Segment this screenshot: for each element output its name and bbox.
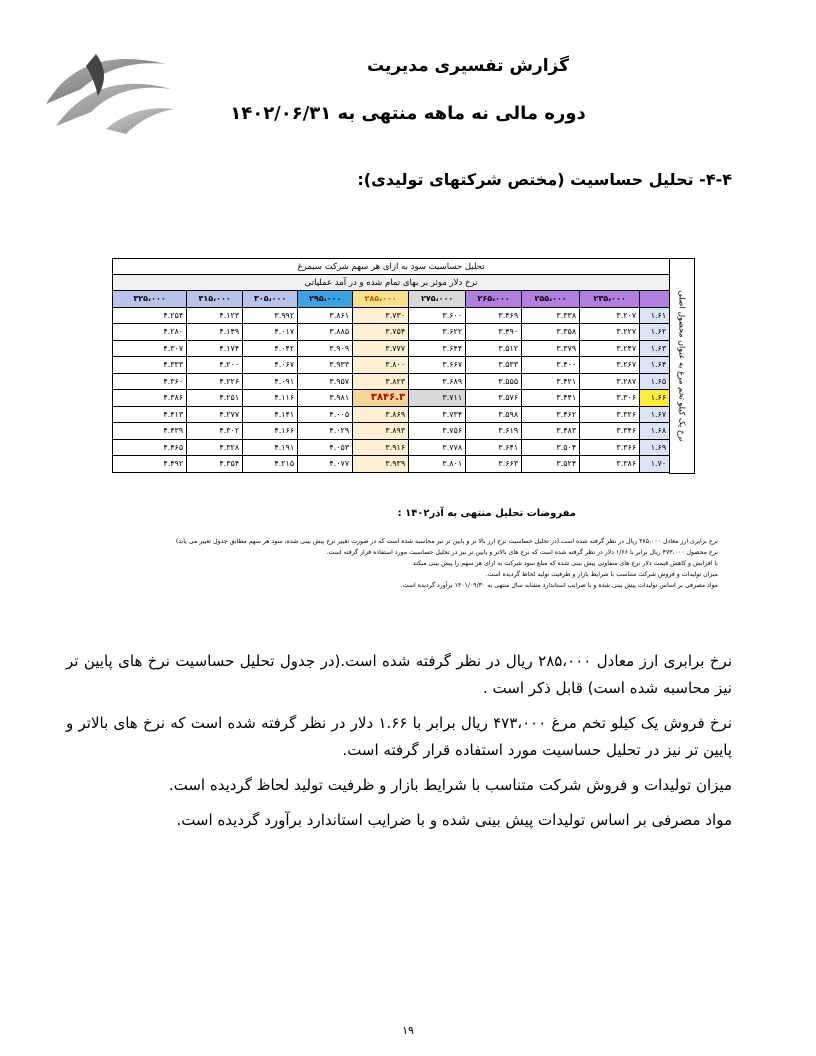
eps-cell: ۴.۰۵۳ bbox=[298, 439, 353, 456]
eps-cell: ۴.۳۸۶ bbox=[113, 390, 187, 407]
eps-cell: ۴.۲۲۶ bbox=[187, 373, 243, 390]
rate-header-row bbox=[113, 291, 670, 308]
price-cell: ۱.۶۷ bbox=[640, 406, 670, 423]
rate-header: ۲۹۵،۰۰۰ bbox=[298, 291, 353, 308]
eps-cell: ۳.۶۰۰ bbox=[409, 307, 466, 324]
eps-cell: ۳.۸۶۱ bbox=[298, 307, 353, 324]
eps-cell: ۴.۲۰۰ bbox=[187, 357, 243, 374]
eps-cell: ۳.۲۸۷ bbox=[580, 373, 640, 390]
eps-cell: ۳.۶۱۹ bbox=[466, 423, 522, 440]
eps-cell: ۳.۲۲۷ bbox=[580, 324, 640, 341]
table-row bbox=[113, 357, 670, 374]
eps-cell: ۳.۹۳۳ bbox=[298, 357, 353, 374]
eps-cell: ۳.۳۵۸ bbox=[522, 324, 580, 341]
eps-cell: ۳.۶۸۹ bbox=[409, 373, 466, 390]
eps-cell: ۳.۳۲۶ bbox=[580, 406, 640, 423]
eps-cell: ۴.۳۳۳ bbox=[113, 357, 187, 374]
eps-cell: ۳.۷۱۱ bbox=[409, 390, 466, 407]
eps-cell: ۳.۷۷۷ bbox=[353, 340, 409, 357]
eps-cell: ۳.۲۶۷ bbox=[580, 357, 640, 374]
eps-cell: ۳.۸۰۱ bbox=[409, 456, 466, 473]
rate-header: ۲۵۵،۰۰۰ bbox=[522, 291, 580, 308]
eps-cell: ۳.۲۴۷ bbox=[580, 340, 640, 357]
eps-cell: ۳.۹۵۷ bbox=[298, 373, 353, 390]
assumptions-notes bbox=[118, 537, 718, 592]
row-axis-label: نرخ یک کیلو تخم مرغ به عنوان محصول اصلی bbox=[669, 258, 695, 474]
eps-cell: ۳.۴۴۱ bbox=[522, 390, 580, 407]
company-logo bbox=[36, 34, 176, 144]
rate-header: ۲۷۵،۰۰۰ bbox=[409, 291, 466, 308]
price-cell: ۱.۶۴ bbox=[640, 357, 670, 374]
eps-cell: ۳.۹۳۹ bbox=[353, 456, 409, 473]
eps-cell: ۳۸۴۶.۳ bbox=[353, 390, 409, 407]
eps-cell: ۴.۲۱۵ bbox=[243, 456, 298, 473]
eps-cell: ۳.۵۱۲ bbox=[466, 340, 522, 357]
eps-cell: ۴.۰۰۵ bbox=[298, 406, 353, 423]
paragraph: مواد مصرفی بر اساس تولیدات پیش بینی شده و با ضرایب استاندارد برآورد گردیده است. bbox=[176, 811, 732, 829]
body-text bbox=[66, 648, 732, 842]
price-cell: ۱.۶۸ bbox=[640, 423, 670, 440]
eps-cell: ۳.۹۰۹ bbox=[298, 340, 353, 357]
eps-cell: ۳.۳۶۶ bbox=[580, 439, 640, 456]
eps-cell: ۳.۸۹۳ bbox=[353, 423, 409, 440]
eps-cell: ۳.۸۰۰ bbox=[353, 357, 409, 374]
rate-header-base: ۲۸۵،۰۰۰ bbox=[353, 291, 409, 308]
eps-cell: ۴.۳۶۰ bbox=[113, 373, 187, 390]
note-item: نرخ برابری ارز معادل ۲۸۵،۰۰۰ ریال در نظر گرفته شده است.(در تحلیل حساسیت نرخ ارز بالا تر و پایین تر نیز محاسبه شده است که در صورت تغییر نرخ پیش بینی شده، سود هر سهم مطابق جدول تغییر می یابد) bbox=[175, 538, 718, 545]
eps-cell: ۳.۴۸۳ bbox=[522, 423, 580, 440]
sensitivity-table bbox=[112, 258, 695, 474]
rate-header: ۳۰۵،۰۰۰ bbox=[243, 291, 298, 308]
eps-cell: ۴.۲۵۴ bbox=[113, 307, 187, 324]
eps-cell: ۴.۳۰۷ bbox=[113, 340, 187, 357]
table-row bbox=[113, 324, 670, 341]
paragraph: نرخ برابری ارز معادل ۲۸۵،۰۰۰ ریال در نظر گرفته شده است.(در جدول تحلیل حساسیت نرخ های پایین تر نیز محاسبه شده است) قابل ذکر است . bbox=[66, 652, 733, 697]
price-cell: ۱.۶۶ bbox=[640, 390, 670, 407]
eps-cell: ۴.۰۷۷ bbox=[298, 456, 353, 473]
eps-cell: ۳.۴۶۲ bbox=[522, 406, 580, 423]
eps-cell: ۳.۶۶۷ bbox=[409, 357, 466, 374]
eps-cell: ۳.۶۲۲ bbox=[409, 324, 466, 341]
eps-cell: ۴.۴۹۲ bbox=[113, 456, 187, 473]
eps-cell: ۴.۳۰۲ bbox=[187, 423, 243, 440]
eps-cell: ۴.۲۸۰ bbox=[113, 324, 187, 341]
eps-cell: ۴.۰۴۲ bbox=[243, 340, 298, 357]
eps-cell: ۳.۷۵۶ bbox=[409, 423, 466, 440]
table-row bbox=[113, 390, 670, 407]
price-cell: ۱.۶۵ bbox=[640, 373, 670, 390]
table-row bbox=[113, 406, 670, 423]
note-item: نرخ محصول ۴۷۳،۰۰۰ ریال برابر با ۱/۶۶ دلار در نظر گرفته شده است که نرخ های بالاتر و پایین تر نیز در تحلیل حساسیت مورد استفاده قرار گرفته است. bbox=[326, 549, 718, 556]
price-cell: ۱.۶۳ bbox=[640, 340, 670, 357]
table-sub-caption: نرخ دلار موثر بر بهای تمام شده و در آمد عملیاتی bbox=[113, 275, 670, 291]
eps-cell: ۳.۲۰۷ bbox=[580, 307, 640, 324]
table-row bbox=[113, 423, 670, 440]
eps-cell: ۴.۱۹۱ bbox=[243, 439, 298, 456]
note-item: میزان تولیدات و فروش شرکت متناسب با شرایط بازار و ظرفیت تولید لحاظ گردیده است. bbox=[485, 571, 718, 578]
eps-cell: ۳.۵۹۸ bbox=[466, 406, 522, 423]
eps-cell: ۳.۳۷۹ bbox=[522, 340, 580, 357]
eps-cell: ۳.۸۲۳ bbox=[353, 373, 409, 390]
eps-cell: ۳.۶۴۴ bbox=[409, 340, 466, 357]
table-row bbox=[113, 307, 670, 324]
eps-cell: ۳.۷۵۴ bbox=[353, 324, 409, 341]
eps-cell: ۳.۹۱۶ bbox=[353, 439, 409, 456]
eps-cell: ۳.۷۷۸ bbox=[409, 439, 466, 456]
eps-cell: ۴.۰۹۱ bbox=[243, 373, 298, 390]
eps-cell: ۳.۴۰۰ bbox=[522, 357, 580, 374]
price-cell: ۱.۶۲ bbox=[640, 324, 670, 341]
section-heading: ۴-۴- تحلیل حساسیت (مختص شرکتهای تولیدی): bbox=[357, 170, 732, 189]
eps-cell: ۴.۱۴۹ bbox=[187, 324, 243, 341]
eps-cell: ۳.۴۶۹ bbox=[466, 307, 522, 324]
rate-header: ۳۲۵،۰۰۰ bbox=[113, 291, 187, 308]
table-row bbox=[113, 340, 670, 357]
note-item: مواد مصرفی بر اساس تولیدات پیش بینی شده و با ضرایب استاندارد مشابه سال منتهی به ۱۴۰۱/۰۹/۳۰ برآورد گردیده است. bbox=[400, 582, 718, 589]
eps-cell: ۳.۵۲۴ bbox=[522, 456, 580, 473]
eps-cell: ۳.۵۳۳ bbox=[466, 357, 522, 374]
eps-cell: ۴.۳۵۴ bbox=[187, 456, 243, 473]
eps-cell: ۳.۹۸۱ bbox=[298, 390, 353, 407]
eps-cell: ۴.۰۶۷ bbox=[243, 357, 298, 374]
rate-header: ۳۱۵،۰۰۰ bbox=[187, 291, 243, 308]
eps-cell: ۴.۱۱۶ bbox=[243, 390, 298, 407]
note-item: با افزایش و کاهش قیمت دلار نرخ های متفاوتی پیش بینی شده که مبلغ سود شرکت به ازای هر سهم را پیش بینی میکند bbox=[412, 560, 718, 567]
eps-cell: ۴.۱۷۴ bbox=[187, 340, 243, 357]
price-cell: ۱.۶۱ bbox=[640, 307, 670, 324]
eps-cell: ۴.۴۱۳ bbox=[113, 406, 187, 423]
table-row bbox=[113, 373, 670, 390]
table-caption: تحلیل حساسیت سود به ازای هر سهم شرکت سیمرغ bbox=[113, 259, 670, 275]
eps-cell: ۳.۹۹۲ bbox=[243, 307, 298, 324]
eps-cell: ۴.۱۴۱ bbox=[243, 406, 298, 423]
eps-cell: ۴.۱۲۳ bbox=[187, 307, 243, 324]
eps-cell: ۴.۱۶۶ bbox=[243, 423, 298, 440]
eps-cell: ۳.۴۲۱ bbox=[522, 373, 580, 390]
eps-cell: ۴.۰۲۹ bbox=[298, 423, 353, 440]
table-row bbox=[113, 439, 670, 456]
table-row bbox=[113, 456, 670, 473]
eps-cell: ۳.۵۷۶ bbox=[466, 390, 522, 407]
report-title: گزارش تفسیری مدیریت bbox=[366, 56, 570, 76]
page-number: ۱۹ bbox=[402, 1024, 414, 1037]
eps-cell: ۳.۶۶۳ bbox=[466, 456, 522, 473]
assumptions-title: مفروضات تحلیل منتهی به آذر۱۴۰۲ : bbox=[397, 508, 576, 519]
eps-cell: ۴.۲۵۱ bbox=[187, 390, 243, 407]
eps-cell: ۳.۵۵۵ bbox=[466, 373, 522, 390]
eps-cell: ۴.۴۳۹ bbox=[113, 423, 187, 440]
eps-cell: ۳.۸۸۵ bbox=[298, 324, 353, 341]
rate-header: ۲۶۵،۰۰۰ bbox=[466, 291, 522, 308]
eps-cell: ۳.۵۰۴ bbox=[522, 439, 580, 456]
eps-cell: ۴.۴۶۵ bbox=[113, 439, 187, 456]
eps-cell: ۳.۷۳۰ bbox=[353, 307, 409, 324]
eps-cell: ۳.۳۸۶ bbox=[580, 456, 640, 473]
paragraph: نرخ فروش یک کیلو تخم مرغ ۴۷۳،۰۰۰ ریال برابر با ۱.۶۶ دلار در نظر گرفته شده است که نرخ های بالاتر و پایین تر نیز در تحلیل حساسیت مورد استفاده قرار گرفته است. bbox=[66, 714, 733, 759]
eps-cell: ۳.۳۴۶ bbox=[580, 423, 640, 440]
eps-cell: ۴.۰۱۷ bbox=[243, 324, 298, 341]
eps-cell: ۳.۳۰۶ bbox=[580, 390, 640, 407]
report-period: دوره مالی نه ماهه منتهی به ۱۴۰۲/۰۶/۳۱ bbox=[230, 103, 586, 124]
paragraph: میزان تولیدات و فروش شرکت متناسب با شرایط بازار و ظرفیت تولید لحاظ گردیده است. bbox=[168, 776, 732, 794]
eps-cell: ۳.۳۳۸ bbox=[522, 307, 580, 324]
price-cell: ۱.۷۰ bbox=[640, 456, 670, 473]
eps-cell: ۴.۲۷۷ bbox=[187, 406, 243, 423]
price-cell: ۱.۶۹ bbox=[640, 439, 670, 456]
eps-cell: ۳.۸۶۹ bbox=[353, 406, 409, 423]
rate-header: ۲۳۵،۰۰۰ bbox=[580, 291, 640, 308]
eps-cell: ۳.۴۹۰ bbox=[466, 324, 522, 341]
eps-cell: ۳.۷۳۴ bbox=[409, 406, 466, 423]
eps-cell: ۴.۳۲۸ bbox=[187, 439, 243, 456]
eps-cell: ۳.۶۴۱ bbox=[466, 439, 522, 456]
